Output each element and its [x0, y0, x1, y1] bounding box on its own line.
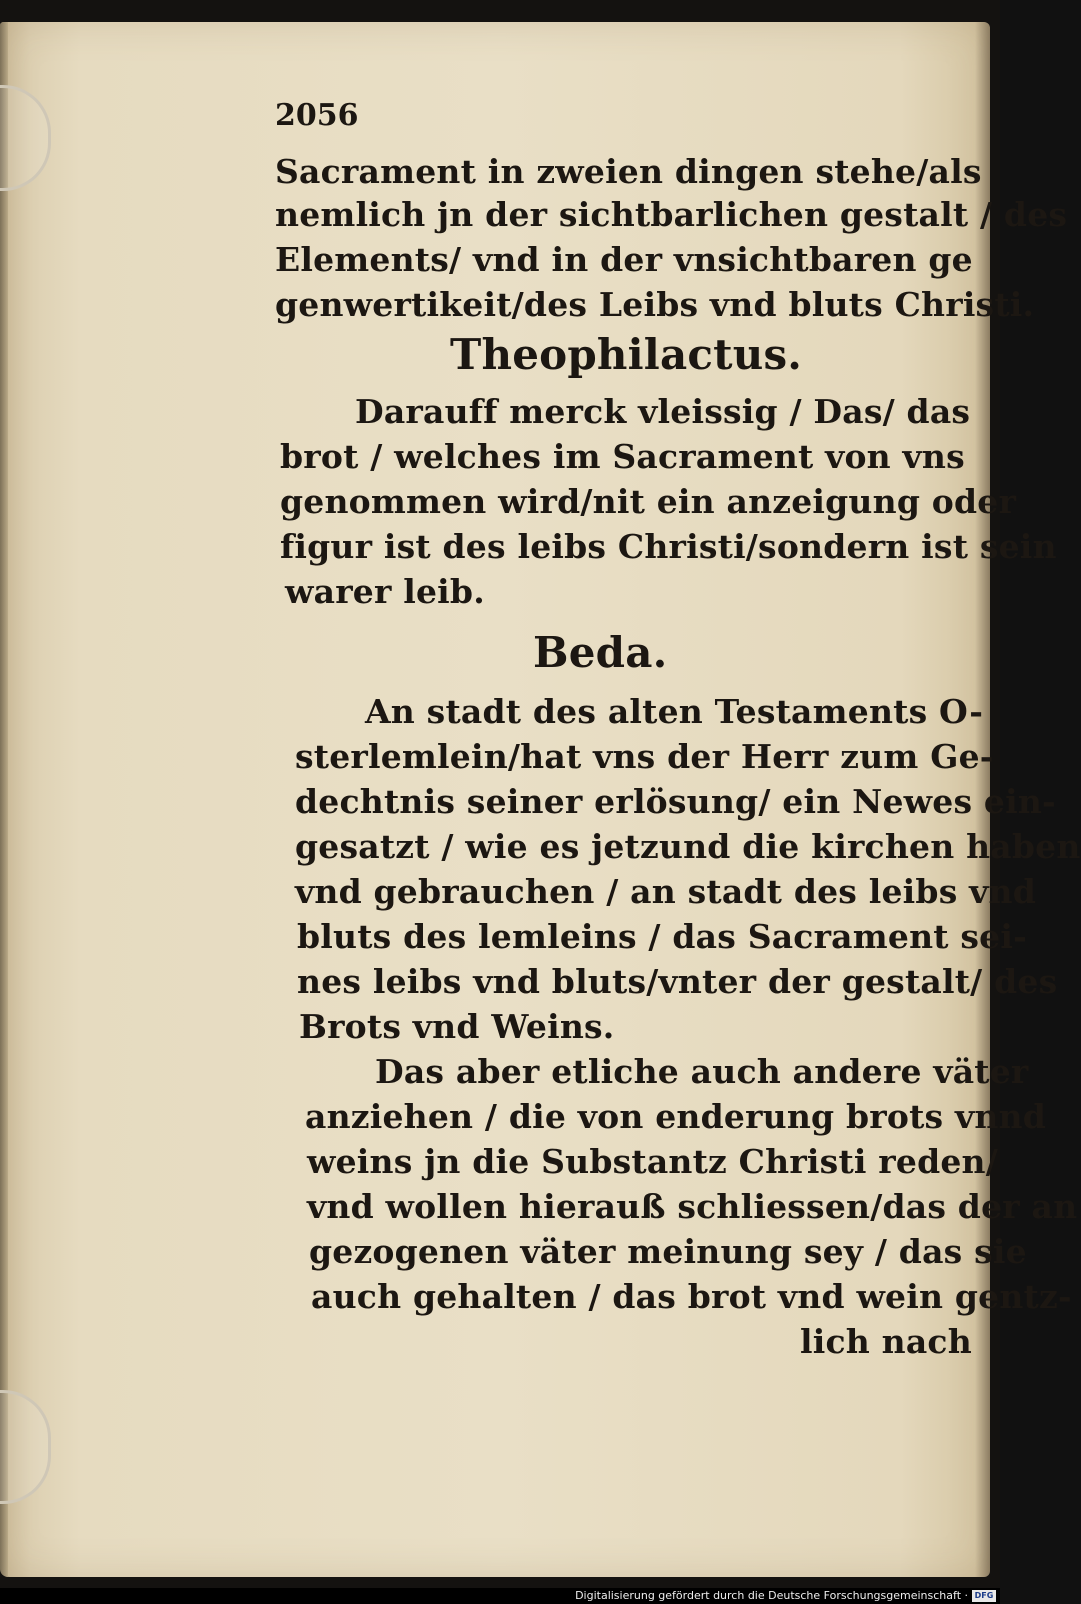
text-line: anziehen / die von enderung brots vnnd — [305, 1097, 1047, 1136]
text-line: auch gehalten / das brot vnd wein gentz- — [311, 1277, 1072, 1316]
section-heading: Beda. — [533, 628, 668, 677]
text-line: Sacrament in zweien dingen stehe/als — [275, 152, 982, 191]
text-line: gesatzt / wie es jetzund die kirchen haben — [295, 827, 1081, 866]
text-line: genwertikeit/des Leibs vnd bluts Christi. — [275, 285, 1035, 324]
dfg-logo: DFG — [972, 1590, 996, 1602]
text-line: dechtnis seiner erlösung/ ein Newes ein- — [295, 782, 1056, 821]
text-line: sterlemlein/hat vns der Herr zum Ge- — [295, 737, 994, 776]
page-edge — [0, 22, 8, 1577]
page-number: 2056 — [275, 98, 359, 133]
text-line: lich nach — [800, 1322, 972, 1361]
text-line: An stadt des alten Testaments O- — [365, 692, 984, 731]
text-line: figur ist des leibs Christi/sondern ist sein — [280, 527, 1057, 566]
text-line: vnd wollen hierauß schliessen/das der an — [307, 1187, 1078, 1226]
text-line: brot / welches im Sacrament von vns — [280, 437, 965, 476]
footer-bar — [0, 1588, 1000, 1604]
text-line: nemlich jn der sichtbarlichen gestalt / des — [275, 195, 1068, 234]
text-line: vnd gebrauchen / an stadt des leibs vnd — [295, 872, 1037, 911]
text-line: genommen wird/nit ein anzeigung oder — [280, 482, 1017, 521]
footer-credit: Digitalisierung gefördert durch die Deutsche Forschungsgemeinschaft · — [575, 1589, 968, 1602]
text-line: Darauff merck vleissig / Das/ das — [355, 392, 971, 431]
text-line: nes leibs vnd bluts/vnter der gestalt/ des — [297, 962, 1058, 1001]
text-line: Brots vnd Weins. — [299, 1007, 615, 1046]
text-line: Elements/ vnd in der vnsichtbaren ge — [275, 240, 973, 279]
text-line: bluts des lemleins / das Sacrament sei- — [297, 917, 1028, 956]
text-line: warer leib. — [285, 572, 485, 611]
text-line: gezogenen väter meinung sey / das sie — [309, 1232, 1027, 1271]
text-line: weins jn die Substantz Christi reden/ — [307, 1142, 999, 1181]
section-heading: Theophilactus. — [450, 330, 803, 379]
text-line: Das aber etliche auch andere väter — [375, 1052, 1029, 1091]
